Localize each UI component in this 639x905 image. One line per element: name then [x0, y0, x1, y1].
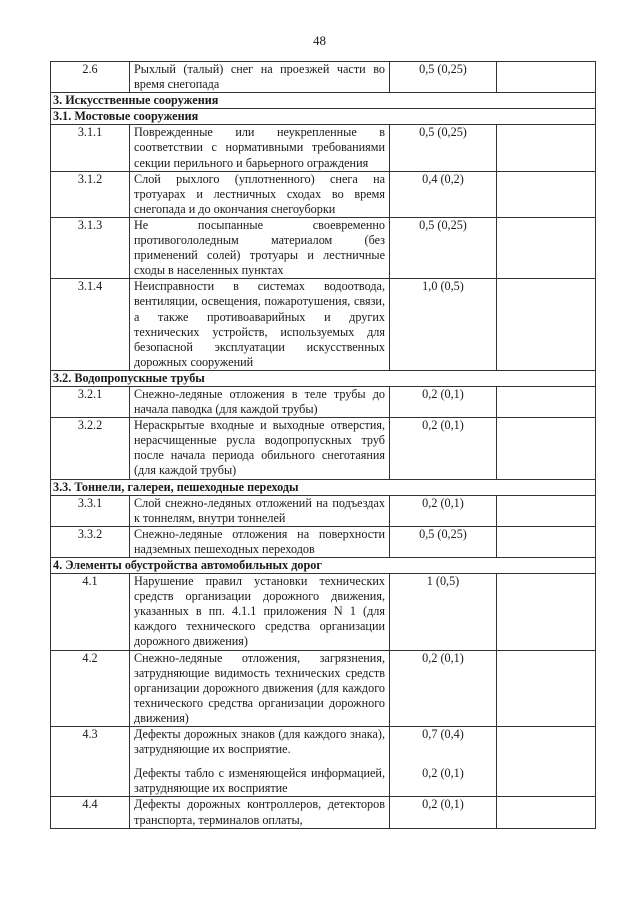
item-number: 4.2 — [51, 650, 130, 726]
item-number: 4.4 — [51, 797, 130, 828]
item-value: 0,2 (0,1) — [422, 797, 464, 812]
item-description-cell — [130, 171, 390, 217]
item-value-cell — [390, 386, 497, 417]
item-description: Слой снежно-ледяных отложений на подъездах к тоннелям, внутри тоннелей — [134, 495, 385, 525]
section-title: 3.3. Тоннели, галереи, пешеходные переходы — [51, 479, 596, 495]
item-value-cell — [390, 217, 497, 278]
item-value: 0,2 (0,1) — [422, 495, 464, 510]
item-number: 4.3 — [51, 727, 130, 797]
item-description-cell — [130, 279, 390, 371]
penalty-table — [50, 61, 596, 829]
section-header-row — [51, 109, 596, 125]
table-row — [51, 797, 596, 828]
item-number: 3.1.1 — [51, 125, 130, 171]
item-description-cell — [130, 418, 390, 479]
item-description-cell — [130, 526, 390, 557]
item-description: Неисправности в системах водоотвода, вентиляции, освещения, пожаротушения, связи, а также противоаварийных и других технических устройств, используемых для безопасной эксплуатации искусственных дорожных сооружений — [134, 279, 385, 369]
item-value: 0,5 (0,25) — [419, 125, 467, 140]
item-value: 1,0 (0,5) — [422, 279, 464, 294]
empty-cell — [497, 495, 596, 526]
item-value: 0,2 (0,1) — [422, 386, 464, 401]
item-value: 0,5 (0,25) — [419, 526, 467, 541]
item-description: Дефекты дорожных знаков (для каждого знака), затрудняющие их восприятие. — [134, 727, 385, 757]
item-description: Нераскрытые входные и выходные отверстия, нерасчищенные русла водопропускных труб после начала периода обильного снеготаяния (для каждой трубы) — [134, 418, 385, 478]
empty-cell — [497, 574, 596, 650]
empty-cell — [497, 386, 596, 417]
table-row — [51, 386, 596, 417]
item-number: 3.2.2 — [51, 418, 130, 479]
item-description: Нарушение правил установки технических средств организации дорожного движения, указанных в пп. 4.1.1 приложения N 1 (для каждого технического средства организации дорожного движения) — [134, 574, 385, 649]
section-title: 4. Элементы обустройства автомобильных дорог — [51, 558, 596, 574]
item-value-cell — [390, 526, 497, 557]
table-row — [51, 574, 596, 650]
item-value-cell — [390, 62, 497, 93]
table-row — [51, 171, 596, 217]
empty-cell — [497, 125, 596, 171]
item-description: Снежно-ледяные отложения, загрязнения, затрудняющие видимость технических средств организации дорожного движения (для каждого технического средства организации дорожного движения) — [134, 650, 385, 725]
item-description-cell — [130, 217, 390, 278]
table-row — [51, 62, 596, 93]
empty-cell — [497, 650, 596, 726]
section-header-row — [51, 370, 596, 386]
empty-cell — [497, 217, 596, 278]
empty-cell — [497, 62, 596, 93]
section-title: 3. Искусственные сооружения — [51, 93, 596, 109]
empty-cell — [497, 418, 596, 479]
item-number: 3.1.2 — [51, 171, 130, 217]
item-number: 3.3.2 — [51, 526, 130, 557]
item-number: 4.1 — [51, 574, 130, 650]
item-value: 1 (0,5) — [426, 574, 460, 589]
item-description: Поврежденные или неукрепленные в соответствии с нормативными требованиями секции перильного и барьерного ограждения — [134, 125, 385, 170]
item-value-cell — [390, 125, 497, 171]
item-value-cell — [390, 650, 497, 726]
empty-cell — [497, 279, 596, 371]
section-header-row — [51, 479, 596, 495]
item-description-cell — [130, 495, 390, 526]
table-row — [51, 650, 596, 726]
item-description-cell — [130, 386, 390, 417]
item-value-cell — [390, 727, 497, 797]
item-value: 0,5 (0,25) — [419, 62, 467, 76]
item-description-cell — [130, 727, 390, 797]
item-description: Рыхлый (талый) снег на проезжей части во время снегопада — [134, 62, 385, 92]
item-description-cell — [130, 62, 390, 93]
item-description: Не посыпанные своевременно противогололедным материалом (без применений солей) тротуары и лестничные сходы в населенных пунктах — [134, 217, 385, 278]
item-value-cell — [390, 279, 497, 371]
item-description-secondary: Дефекты табло с изменяющейся информацией, затрудняющие их восприятие — [134, 766, 385, 796]
item-value: 0,7 (0,4) — [422, 727, 464, 742]
item-description: Снежно-ледяные отложения в теле трубы до начала паводка (для каждой трубы) — [134, 386, 385, 417]
item-number: 3.3.1 — [51, 495, 130, 526]
section-title: 3.2. Водопропускные трубы — [51, 370, 596, 386]
section-title: 3.1. Мостовые сооружения — [51, 109, 596, 125]
item-description-cell — [130, 650, 390, 726]
item-value-secondary: 0,2 (0,1) — [422, 766, 464, 781]
item-value: 0,2 (0,1) — [422, 418, 464, 433]
item-number: 3.1.3 — [51, 217, 130, 278]
table-row — [51, 727, 596, 797]
table-row — [51, 279, 596, 371]
item-description-cell — [130, 797, 390, 828]
empty-cell — [497, 797, 596, 828]
item-description-cell — [130, 125, 390, 171]
item-value-cell — [390, 574, 497, 650]
item-description: Слой рыхлого (уплотненного) снега на тротуарах и лестничных сходах во время снегопада и до окончания снегоуборки — [134, 171, 385, 216]
table-row — [51, 217, 596, 278]
item-value: 0,2 (0,1) — [422, 650, 464, 665]
table-row — [51, 526, 596, 557]
table-row — [51, 125, 596, 171]
empty-cell — [497, 526, 596, 557]
section-header-row — [51, 93, 596, 109]
item-value: 0,4 (0,2) — [422, 171, 464, 186]
item-value-cell — [390, 171, 497, 217]
page-number: 48 — [313, 33, 326, 48]
item-value-cell — [390, 495, 497, 526]
empty-cell — [497, 171, 596, 217]
item-number: 3.2.1 — [51, 386, 130, 417]
item-value-cell — [390, 797, 497, 828]
item-description: Дефекты дорожных контроллеров, детекторов транспорта, терминалов оплаты, — [134, 797, 385, 827]
item-value: 0,5 (0,25) — [419, 217, 467, 232]
item-number: 2.6 — [51, 62, 130, 93]
section-header-row — [51, 558, 596, 574]
empty-cell — [497, 727, 596, 797]
item-value-cell — [390, 418, 497, 479]
item-description: Снежно-ледяные отложения на поверхности надземных пешеходных переходов — [134, 526, 385, 556]
table-row — [51, 495, 596, 526]
item-number: 3.1.4 — [51, 279, 130, 371]
table-row — [51, 418, 596, 479]
item-description-cell — [130, 574, 390, 650]
